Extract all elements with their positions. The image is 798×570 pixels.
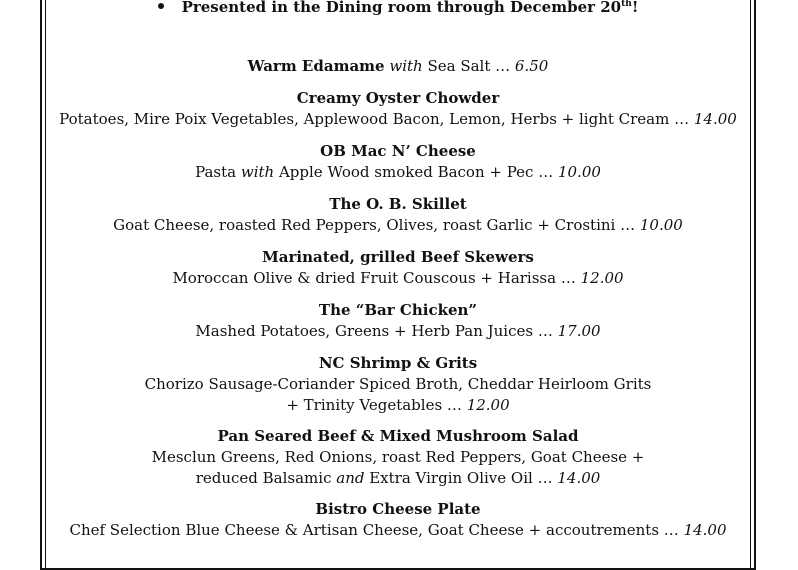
bullet-icon	[158, 3, 164, 9]
menu-item-oyster-chowder: Creamy Oyster Chowder Potatoes, Mire Poix Vegetables, Applewood Bacon, Lemon, Herbs + light Cream … 14.00	[59, 89, 737, 128]
menu-item-mac-cheese: OB Mac N’ Cheese Pasta with Apple Wood smoked Bacon + Pec … 10.00	[195, 142, 601, 181]
menu-item-skillet: The O. B. Skillet Goat Cheese, roasted Red Peppers, Olives, roast Garlic + Crostini … 10.00	[113, 195, 683, 234]
menu-item-edamame: Warm Edamame with Sea Salt … 6.50	[247, 57, 549, 75]
menu-header-note: Presented in the Dining room through December 20th!	[48, 0, 748, 18]
menu-item-bar-chicken: The “Bar Chicken” Mashed Potatoes, Greens + Herb Pan Juices … 17.00	[195, 301, 601, 340]
menu-item-beef-skewers: Marinated, grilled Beef Skewers Moroccan Olive & dried Fruit Couscous + Harissa … 12.00	[172, 248, 624, 287]
menu-item-beef-mushroom-salad: Pan Seared Beef & Mixed Mushroom Salad Mesclun Greens, Red Onions, roast Red Peppers, Goat Cheese + reduced Balsamic and Extra Virgin Olive Oil … 14.00	[151, 427, 645, 487]
menu-item-shrimp-grits: NC Shrimp & Grits Chorizo Sausage-Coriander Spiced Broth, Cheddar Heirloom Grits + Trinity Vegetables … 12.00	[144, 354, 652, 414]
menu-item-cheese-plate: Bistro Cheese Plate Chef Selection Blue Cheese & Artisan Cheese, Goat Cheese + accoutrements … 14.00	[69, 500, 727, 539]
